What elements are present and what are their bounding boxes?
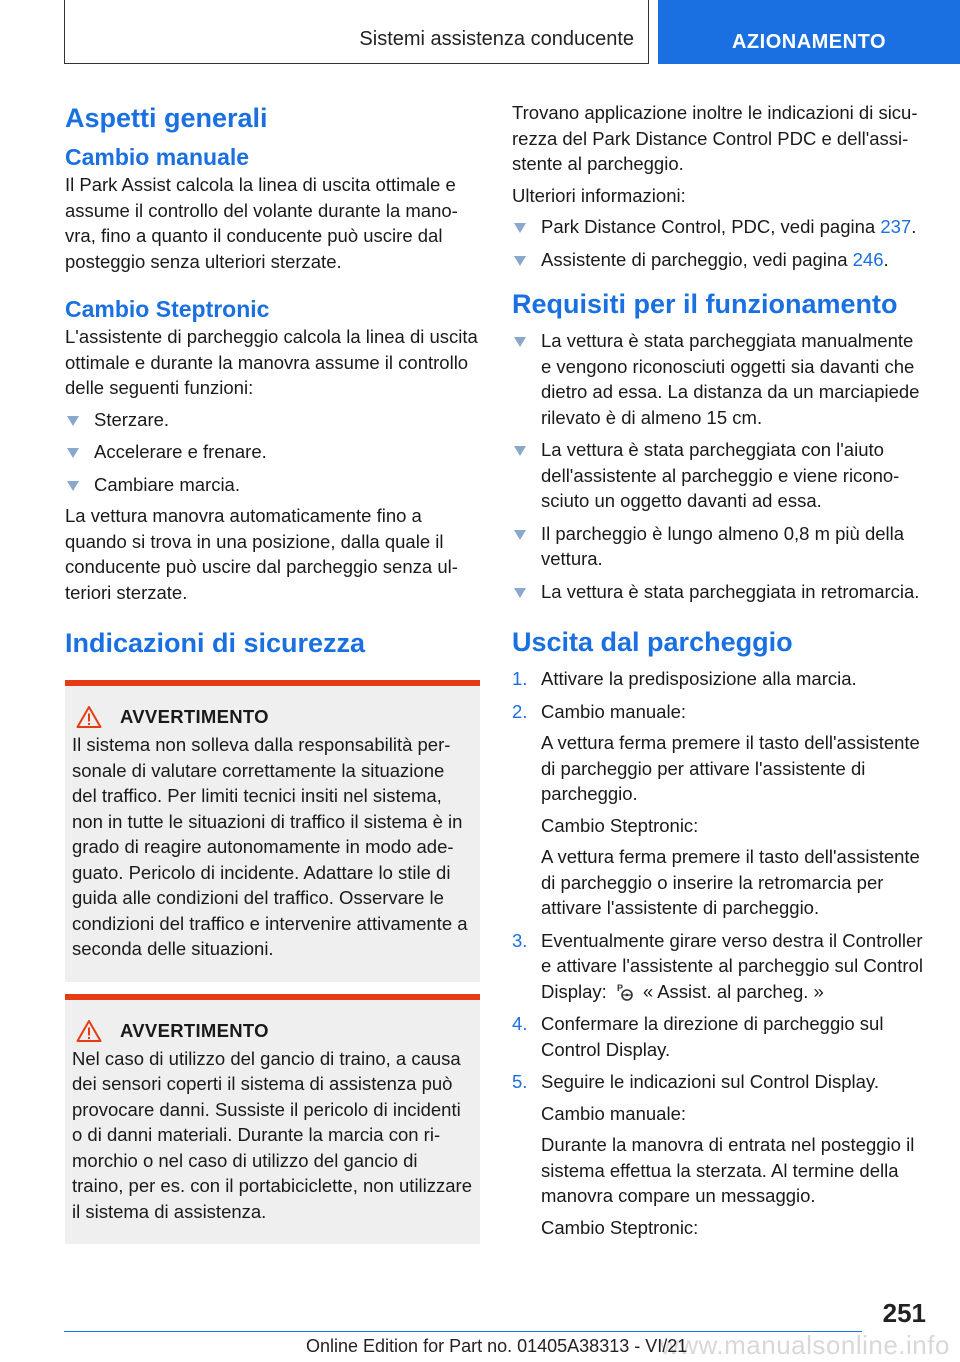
section-title: Sistemi assistenza conducente — [359, 28, 634, 50]
step-number: 1. — [512, 668, 528, 689]
step-number: 3. — [512, 929, 528, 951]
heading-aspetti-generali: Aspetti generali — [65, 103, 268, 133]
references-list — [512, 214, 928, 272]
step-item: 4. Confermare la direzione di parcheggio sul Control Display. — [512, 1013, 884, 1060]
paragraph-cambio-manuale: Il Park Assist calcola la linea di uscita ottimale e assume il controllo del volante durante la manovra, fino a quanto il conducente può uscire dal posteggio senza ulteriori sterzate. — [65, 174, 458, 272]
paragraph-intro: Trovano applicazione inoltre le indicazioni di sicurezza del Park Distance Control PDC e dell'assistente al parcheggio. — [512, 102, 918, 174]
list-item: Il parcheggio è lungo almeno 0,8 m più della vettura. — [512, 521, 928, 572]
page-link[interactable]: 237 — [880, 216, 912, 237]
paragraph-manovra: La vettura manovra automaticamente fino a quando si trova in una posizione, dalla quale il conducente può uscire dal parcheggio senza ulteriori sterzate. — [65, 505, 458, 603]
bullet-triangle-icon — [67, 481, 79, 491]
steps-list — [512, 666, 928, 1240]
list-item: Sterzare. — [65, 407, 480, 433]
bullet-triangle-icon — [514, 256, 526, 266]
list-item: Cambiare marcia. — [65, 472, 480, 498]
bullet-triangle-icon — [514, 446, 526, 456]
warning-title: AVVERTIMENTO — [120, 1019, 269, 1041]
right-column — [512, 100, 928, 1240]
step-item: 3. Eventualmente girare verso destra il Controller e attivare l'assistente al parcheggio sul Control Display: P « Assist. al parcheg. » — [512, 929, 923, 1002]
heading-cambio-steptronic: Cambio Steptronic — [65, 296, 270, 322]
heading-cambio-manuale: Cambio manuale — [65, 144, 250, 170]
list-item: La vettura è stata parcheggiata con l'aiuto dell'assistente al parcheggio e viene riconosciuto un oggetto davanti ad essa. — [512, 437, 928, 514]
functions-list — [65, 407, 480, 498]
warning-title: AVVERTIMENTO — [120, 706, 269, 727]
chapter-tab: AZIONAMENTO — [658, 0, 960, 64]
warning-triangle-icon — [76, 1019, 102, 1043]
list-item: Accelerare e frenare. — [65, 439, 480, 465]
step-number: 4. — [512, 1013, 528, 1034]
list-item: Assistente di parcheggio, vedi pagina 246. — [512, 247, 928, 273]
warning-text: Il sistema non solleva dalla responsabilità personale di valutare correttamente la situazione del traffico. Per limiti tecnici insiti nel sistema, non in tutte le situazioni di traffico il sistema è in grado di reagire autonomamente in modo adeguato. Pericolo di incidente. Adattare lo stile di guida alle condizioni del traffico. Osservare le condizioni del traffico e intervenire attivamente a seconda delle situazioni. — [72, 734, 468, 959]
page-link[interactable]: 246 — [852, 248, 884, 270]
warning-text: Nel caso di utilizzo del gancio di traino, a causa dei sensori coperti il sistema di assistenza può provocare danni. Sussiste il pericolo di incidenti o di danni materiali. Durante la marcia con rimorchio o nel caso di utilizzo del gancio di traino, per es. con il portabiciclette, non utilizzare il sistema di assistenza. — [72, 1047, 473, 1222]
left-column — [65, 100, 480, 1244]
list-item: La vettura è stata parcheggiata manualmente e vengono riconosciuti oggetti sia davanti che dietro ad essa. La distanza da un marciapiede rilevato è di almeno 15 cm. — [512, 328, 928, 430]
heading-indicazioni-sicurezza: Indicazioni di sicurezza — [65, 628, 366, 658]
step-number: 5. — [512, 1071, 528, 1092]
footer-edition: Online Edition for Part no. 01405A38313 - VI/21 — [306, 1336, 688, 1356]
heading-uscita: Uscita dal parcheggio — [512, 627, 793, 657]
bullet-triangle-icon — [514, 588, 526, 598]
bullet-triangle-icon — [67, 416, 79, 426]
step-item: 2. Cambio manuale: A vettura ferma premere il tasto dell'assistente di parcheggio per attivare l'assistente di parcheggio. Cambio Steptronic: A vettura ferma premere il tasto dell'assistente di parcheggio o inserire la retromarcia per attivare l'assistente di parcheggio. — [512, 700, 920, 918]
bullet-triangle-icon — [514, 530, 526, 540]
bullet-triangle-icon — [514, 223, 526, 233]
park-assist-icon — [615, 982, 635, 1002]
step-number: 2. — [512, 700, 528, 722]
step-item: 5. Seguire le indicazioni sul Control Display. Cambio manuale: Durante la manovra di entrata nel posteggio il sistema effettua la sterzata. Al termine della manovra compare un messaggio. Cambio Steptronic: — [512, 1071, 915, 1238]
bullet-triangle-icon — [67, 448, 79, 458]
warning-triangle-icon — [76, 705, 102, 729]
requisiti-list — [512, 328, 928, 604]
step-item: 1. Attivare la predisposizione alla marcia. — [512, 666, 928, 692]
page-number: 251 — [882, 1298, 926, 1328]
watermark: www.manualsonline.info — [660, 1330, 950, 1360]
paragraph-steptronic: L'assistente di parcheggio calcola la linea di uscita ottimale e durante la manovra assume il controllo delle seguenti funzioni: — [65, 326, 478, 398]
list-item: La vettura è stata parcheggiata in retromarcia. — [512, 579, 928, 605]
svg-text:P: P — [616, 982, 623, 993]
heading-requisiti: Requisiti per il funzionamento — [512, 289, 898, 319]
list-item: Park Distance Control, PDC, vedi pagina 237. — [512, 214, 928, 240]
paragraph-ulteriori: Ulteriori informazioni: — [512, 184, 686, 206]
header-box — [64, 0, 649, 64]
warning-box — [65, 994, 480, 1245]
warning-box — [65, 680, 480, 982]
bullet-triangle-icon — [514, 337, 526, 347]
